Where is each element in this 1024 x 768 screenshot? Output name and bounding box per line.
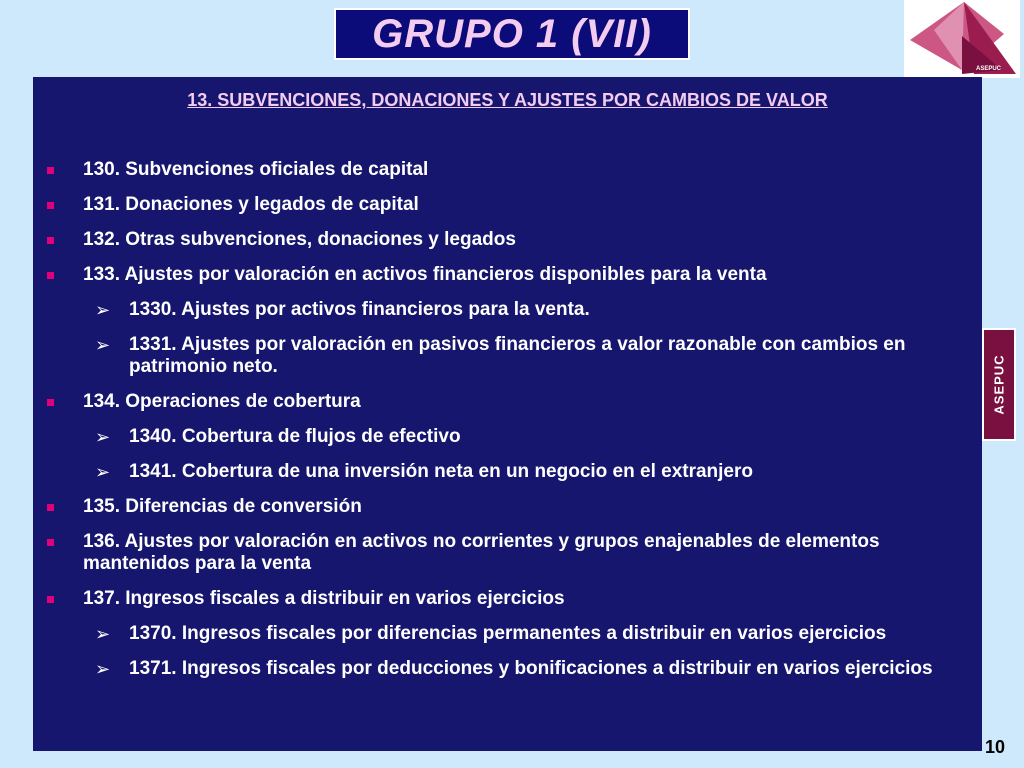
square-bullet-icon (47, 596, 54, 603)
arrow-bullet-icon: ➢ (95, 462, 111, 482)
list-item (33, 391, 982, 413)
arrow-bullet-icon: ➢ (95, 335, 111, 355)
list-item-text: 136. Ajustes por valoración en activos no corrientes y grupos enajenables de elementos mantenidos para la venta (83, 531, 880, 574)
list-item-text: 137. Ingresos fiscales a distribuir en varios ejercicios (83, 588, 565, 609)
square-bullet-icon (47, 237, 54, 244)
side-tab (982, 328, 1016, 441)
list-item-text: 130. Subvenciones oficiales de capital (83, 159, 429, 180)
slide-title-box (334, 8, 690, 60)
list-item-text: 1371. Ingresos fiscales por deducciones y bonificaciones a distribuir en varios ejercicios (129, 658, 933, 679)
list-item (33, 159, 982, 181)
square-bullet-icon (47, 202, 54, 209)
list-item-text: 131. Donaciones y legados de capital (83, 194, 419, 215)
list-item-text: 1370. Ingresos fiscales por diferencias permanentes a distribuir en varios ejercicios (129, 623, 887, 644)
square-bullet-icon (47, 167, 54, 174)
side-tab-label: ASEPUC (991, 354, 1007, 415)
page-number: 10 (985, 737, 1006, 757)
sub-list-item (33, 461, 982, 483)
list-item (33, 588, 982, 610)
arrow-bullet-icon: ➢ (95, 659, 111, 679)
list-item-text: 1330. Ajustes por activos financieros para la venta. (129, 299, 590, 320)
list-item-text: 133. Ajustes por valoración en activos financieros disponibles para la venta (83, 264, 767, 285)
section-heading: 13. SUBVENCIONES, DONACIONES Y AJUSTES POR CAMBIOS DE VALOR (187, 90, 828, 110)
list-item-text: 1340. Cobertura de flujos de efectivo (129, 426, 461, 447)
asepuc-logo (904, 0, 1020, 78)
list-item-text: 135. Diferencias de conversión (83, 496, 362, 517)
list-item-text: 1331. Ajustes por valoración en pasivos financieros a valor razonable con cambios en patrimonio neto. (129, 334, 906, 377)
list-item (33, 264, 982, 286)
square-bullet-icon (47, 272, 54, 279)
arrow-bullet-icon: ➢ (95, 427, 111, 447)
arrow-bullet-icon: ➢ (95, 624, 111, 644)
account-list (33, 159, 982, 693)
list-item (33, 531, 982, 575)
sub-list-item (33, 334, 982, 378)
sub-list-item (33, 658, 982, 680)
sub-list-item (33, 623, 982, 645)
slide-title: GRUPO 1 (VII) (372, 11, 652, 56)
list-item (33, 194, 982, 216)
content-panel (33, 77, 982, 751)
list-item (33, 229, 982, 251)
list-item-text: 134. Operaciones de cobertura (83, 391, 361, 412)
square-bullet-icon (47, 539, 54, 546)
square-bullet-icon (47, 504, 54, 511)
sub-list-item (33, 426, 982, 448)
list-item-text: 132. Otras subvenciones, donaciones y legados (83, 229, 516, 250)
sub-list-item (33, 299, 982, 321)
list-item-text: 1341. Cobertura de una inversión neta en un negocio en el extranjero (129, 461, 754, 482)
square-bullet-icon (47, 399, 54, 406)
list-item (33, 496, 982, 518)
logo-text: ASEPUC (976, 66, 1002, 72)
arrow-bullet-icon: ➢ (95, 300, 111, 320)
